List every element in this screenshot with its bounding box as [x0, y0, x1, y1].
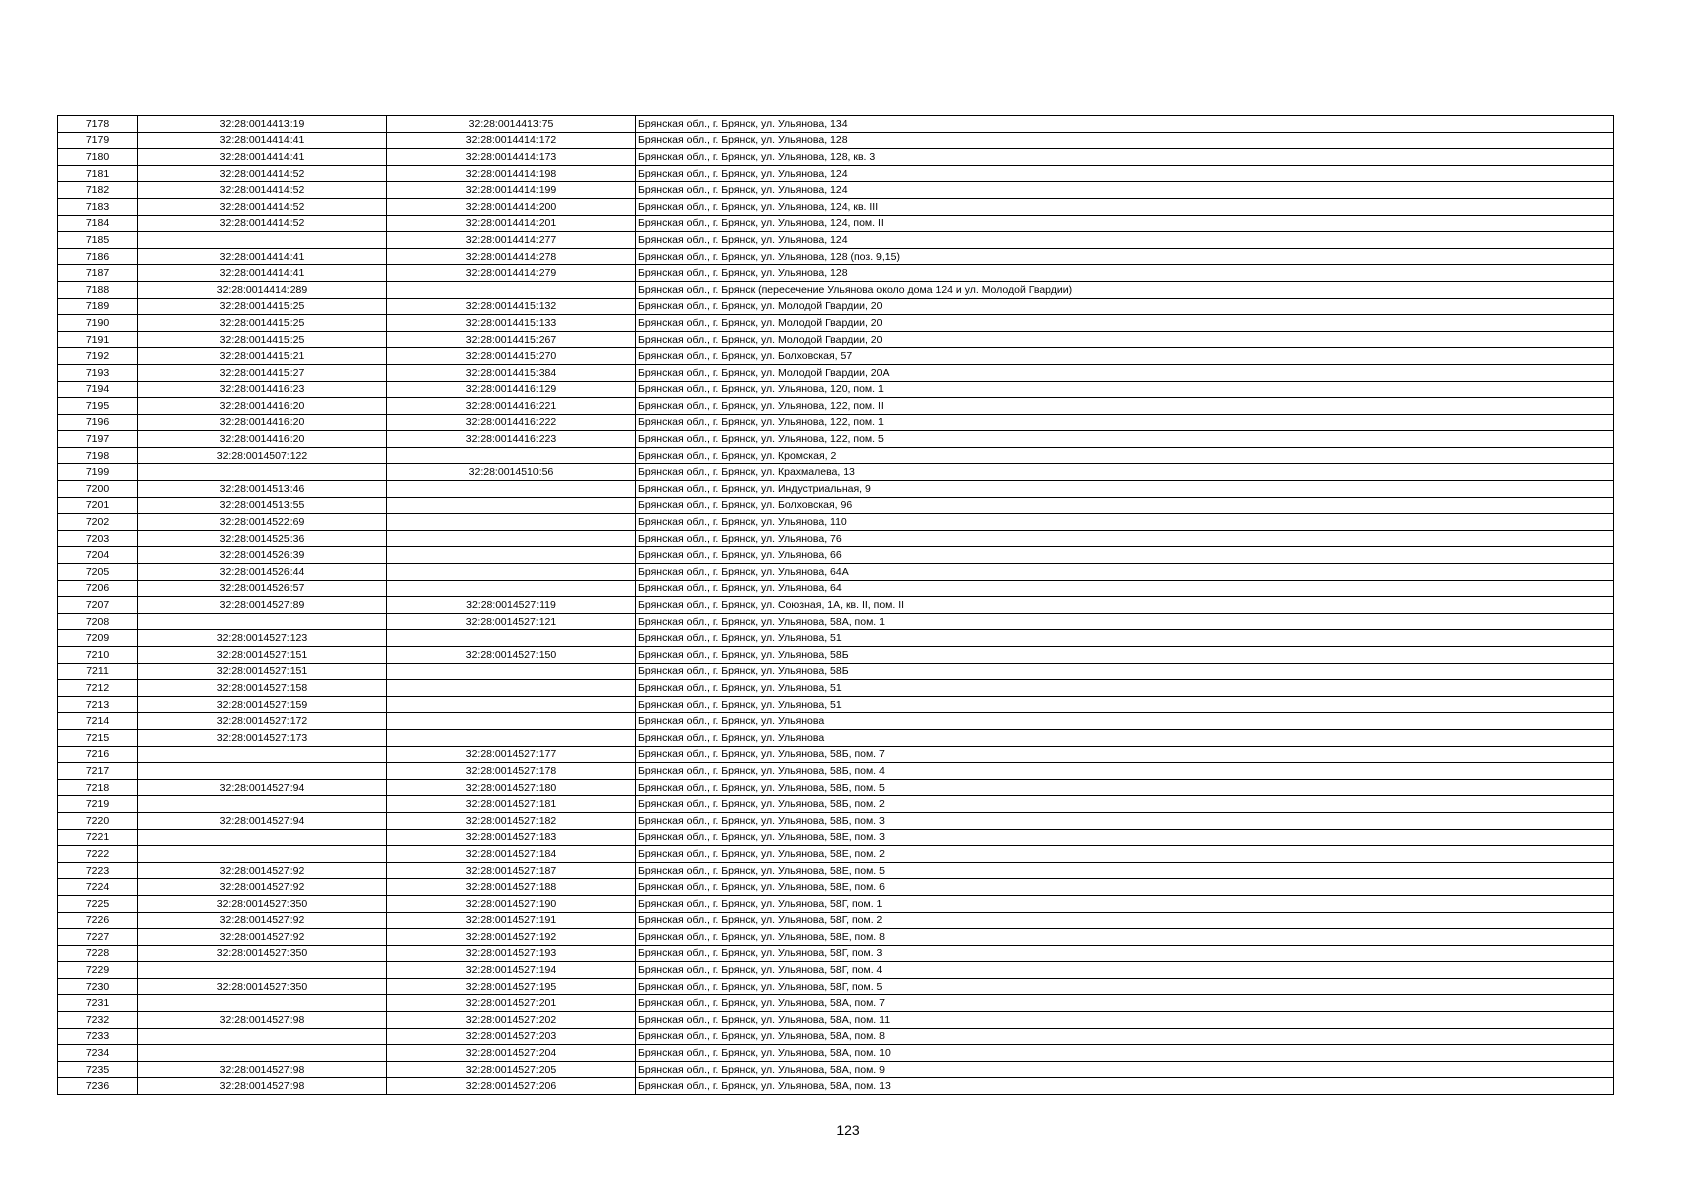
table-row	[58, 763, 1614, 780]
parcel-number-cell: 32:28:0014513:55	[138, 497, 387, 514]
row-number-cell: 7179	[58, 132, 138, 149]
address-cell: Брянская обл., г. Брянск, ул. Ульянова, 58А, пом. 13	[636, 1078, 1614, 1095]
parcel-number-cell: 32:28:0014415:21	[138, 348, 387, 365]
row-number-cell: 7183	[58, 198, 138, 215]
table-row	[58, 597, 1614, 614]
table-row	[58, 447, 1614, 464]
object-number-cell: 32:28:0014414:279	[387, 265, 636, 282]
table-row	[58, 564, 1614, 581]
parcel-number-cell: 32:28:0014527:173	[138, 729, 387, 746]
row-number-cell: 7189	[58, 298, 138, 315]
address-cell: Брянская обл., г. Брянск, ул. Ульянова, 58Е, пом. 2	[636, 846, 1614, 863]
row-number-cell: 7208	[58, 613, 138, 630]
table-row	[58, 348, 1614, 365]
row-number-cell: 7214	[58, 713, 138, 730]
row-number-cell: 7236	[58, 1078, 138, 1095]
object-number-cell	[387, 447, 636, 464]
parcel-number-cell: 32:28:0014526:57	[138, 580, 387, 597]
parcel-number-cell: 32:28:0014522:69	[138, 514, 387, 531]
address-cell: Брянская обл., г. Брянск, ул. Ульянова, 122, пом. II	[636, 398, 1614, 415]
object-number-cell: 32:28:0014527:205	[387, 1061, 636, 1078]
row-number-cell: 7217	[58, 763, 138, 780]
row-number-cell: 7216	[58, 746, 138, 763]
row-number-cell: 7213	[58, 696, 138, 713]
table-row	[58, 995, 1614, 1012]
parcel-number-cell: 32:28:0014527:89	[138, 597, 387, 614]
table-row	[58, 829, 1614, 846]
address-cell: Брянская обл., г. Брянск, ул. Ульянова, 76	[636, 530, 1614, 547]
object-number-cell: 32:28:0014414:277	[387, 232, 636, 249]
table-row	[58, 663, 1614, 680]
address-cell: Брянская обл., г. Брянск, ул. Ульянова, 66	[636, 547, 1614, 564]
address-cell: Брянская обл., г. Брянск, ул. Ульянова, 128 (поз. 9,15)	[636, 248, 1614, 265]
object-number-cell: 32:28:0014416:223	[387, 431, 636, 448]
parcel-number-cell: 32:28:0014416:20	[138, 414, 387, 431]
table-row	[58, 613, 1614, 630]
row-number-cell: 7193	[58, 364, 138, 381]
address-cell: Брянская обл., г. Брянск, ул. Ульянова, 124	[636, 232, 1614, 249]
parcel-number-cell: 32:28:0014414:289	[138, 281, 387, 298]
parcel-number-cell	[138, 846, 387, 863]
row-number-cell: 7190	[58, 315, 138, 332]
parcel-number-cell: 32:28:0014526:39	[138, 547, 387, 564]
row-number-cell: 7185	[58, 232, 138, 249]
parcel-number-cell: 32:28:0014526:44	[138, 564, 387, 581]
parcel-number-cell: 32:28:0014527:151	[138, 663, 387, 680]
parcel-number-cell	[138, 995, 387, 1012]
object-number-cell: 32:28:0014527:180	[387, 779, 636, 796]
object-number-cell: 32:28:0014527:204	[387, 1045, 636, 1062]
table-row	[58, 481, 1614, 498]
row-number-cell: 7201	[58, 497, 138, 514]
row-number-cell: 7234	[58, 1045, 138, 1062]
table-row	[58, 281, 1614, 298]
table-row	[58, 232, 1614, 249]
table-row	[58, 547, 1614, 564]
address-cell: Брянская обл., г. Брянск, ул. Ульянова, 128	[636, 265, 1614, 282]
table-row	[58, 713, 1614, 730]
table-row	[58, 846, 1614, 863]
object-number-cell: 32:28:0014510:56	[387, 464, 636, 481]
object-number-cell	[387, 530, 636, 547]
address-cell: Брянская обл., г. Брянск, ул. Ульянова, 58Г, пом. 2	[636, 912, 1614, 929]
object-number-cell: 32:28:0014527:193	[387, 945, 636, 962]
table-row	[58, 364, 1614, 381]
object-number-cell: 32:28:0014527:150	[387, 647, 636, 664]
address-cell: Брянская обл., г. Брянск, ул. Ульянова, 58А, пом. 8	[636, 1028, 1614, 1045]
address-cell: Брянская обл., г. Брянск, ул. Ульянова, 58А, пом. 10	[636, 1045, 1614, 1062]
row-number-cell: 7202	[58, 514, 138, 531]
object-number-cell: 32:28:0014415:270	[387, 348, 636, 365]
row-number-cell: 7188	[58, 281, 138, 298]
table-row	[58, 912, 1614, 929]
row-number-cell: 7205	[58, 564, 138, 581]
row-number-cell: 7206	[58, 580, 138, 597]
parcel-number-cell: 32:28:0014527:94	[138, 779, 387, 796]
row-number-cell: 7199	[58, 464, 138, 481]
table-row	[58, 630, 1614, 647]
address-cell: Брянская обл., г. Брянск, ул. Молодой Гвардии, 20	[636, 298, 1614, 315]
table-row	[58, 1028, 1614, 1045]
object-number-cell: 32:28:0014527:184	[387, 846, 636, 863]
row-number-cell: 7180	[58, 149, 138, 166]
address-cell: Брянская обл., г. Брянск, ул. Индустриальная, 9	[636, 481, 1614, 498]
object-number-cell: 32:28:0014415:132	[387, 298, 636, 315]
parcel-number-cell: 32:28:0014527:98	[138, 1061, 387, 1078]
parcel-number-cell	[138, 962, 387, 979]
object-number-cell	[387, 630, 636, 647]
object-number-cell: 32:28:0014527:181	[387, 796, 636, 813]
object-number-cell: 32:28:0014414:173	[387, 149, 636, 166]
parcel-number-cell	[138, 763, 387, 780]
address-cell: Брянская обл., г. Брянск, ул. Ульянова, 58А, пом. 9	[636, 1061, 1614, 1078]
object-number-cell: 32:28:0014527:177	[387, 746, 636, 763]
parcel-number-cell: 32:28:0014413:19	[138, 116, 387, 133]
address-cell: Брянская обл., г. Брянск, ул. Ульянова, 58А, пом. 7	[636, 995, 1614, 1012]
table-row	[58, 929, 1614, 946]
parcel-number-cell	[138, 1028, 387, 1045]
object-number-cell: 32:28:0014416:221	[387, 398, 636, 415]
parcel-number-cell	[138, 829, 387, 846]
table-row	[58, 298, 1614, 315]
parcel-number-cell	[138, 464, 387, 481]
table-row	[58, 132, 1614, 149]
table-row	[58, 530, 1614, 547]
row-number-cell: 7215	[58, 729, 138, 746]
object-number-cell: 32:28:0014414:199	[387, 182, 636, 199]
parcel-number-cell: 32:28:0014414:52	[138, 198, 387, 215]
object-number-cell: 32:28:0014414:198	[387, 165, 636, 182]
object-number-cell	[387, 713, 636, 730]
row-number-cell: 7233	[58, 1028, 138, 1045]
table-row	[58, 514, 1614, 531]
object-number-cell: 32:28:0014527:188	[387, 879, 636, 896]
row-number-cell: 7220	[58, 812, 138, 829]
row-number-cell: 7204	[58, 547, 138, 564]
address-cell: Брянская обл., г. Брянск, ул. Ульянова, 64А	[636, 564, 1614, 581]
object-number-cell: 32:28:0014527:195	[387, 978, 636, 995]
table-row	[58, 165, 1614, 182]
object-number-cell: 32:28:0014527:192	[387, 929, 636, 946]
table-row	[58, 331, 1614, 348]
row-number-cell: 7232	[58, 1012, 138, 1029]
address-cell: Брянская обл., г. Брянск, ул. Ульянова, 134	[636, 116, 1614, 133]
table-row	[58, 431, 1614, 448]
parcel-number-cell: 32:28:0014414:52	[138, 182, 387, 199]
object-number-cell: 32:28:0014527:119	[387, 597, 636, 614]
row-number-cell: 7219	[58, 796, 138, 813]
row-number-cell: 7212	[58, 680, 138, 697]
address-cell: Брянская обл., г. Брянск, ул. Ульянова, 58Б, пом. 7	[636, 746, 1614, 763]
row-number-cell: 7178	[58, 116, 138, 133]
table-row	[58, 215, 1614, 232]
object-number-cell: 32:28:0014527:182	[387, 812, 636, 829]
row-number-cell: 7222	[58, 846, 138, 863]
object-number-cell	[387, 663, 636, 680]
row-number-cell: 7224	[58, 879, 138, 896]
parcel-number-cell: 32:28:0014414:41	[138, 265, 387, 282]
object-number-cell: 32:28:0014527:206	[387, 1078, 636, 1095]
row-number-cell: 7181	[58, 165, 138, 182]
table-body	[58, 116, 1614, 1095]
table-row	[58, 580, 1614, 597]
object-number-cell	[387, 547, 636, 564]
table-row	[58, 796, 1614, 813]
table-row	[58, 647, 1614, 664]
parcel-number-cell: 32:28:0014507:122	[138, 447, 387, 464]
table-row	[58, 696, 1614, 713]
row-number-cell: 7198	[58, 447, 138, 464]
object-number-cell	[387, 696, 636, 713]
address-cell: Брянская обл., г. Брянск, ул. Ульянова, 128	[636, 132, 1614, 149]
row-number-cell: 7203	[58, 530, 138, 547]
parcel-number-cell: 32:28:0014415:25	[138, 315, 387, 332]
address-cell: Брянская обл., г. Брянск, ул. Ульянова, 58А, пом. 1	[636, 613, 1614, 630]
address-cell: Брянская обл., г. Брянск, ул. Ульянова, 58Г, пом. 5	[636, 978, 1614, 995]
object-number-cell: 32:28:0014413:75	[387, 116, 636, 133]
table-row	[58, 198, 1614, 215]
parcel-number-cell: 32:28:0014414:52	[138, 215, 387, 232]
address-cell: Брянская обл., г. Брянск, ул. Ульянова, 51	[636, 696, 1614, 713]
address-cell: Брянская обл., г. Брянск, ул. Ульянова, 58Б, пом. 2	[636, 796, 1614, 813]
object-number-cell: 32:28:0014414:201	[387, 215, 636, 232]
address-cell: Брянская обл., г. Брянск, ул. Кромская, 2	[636, 447, 1614, 464]
object-number-cell: 32:28:0014527:194	[387, 962, 636, 979]
address-cell: Брянская обл., г. Брянск, ул. Молодой Гвардии, 20	[636, 315, 1614, 332]
parcel-number-cell: 32:28:0014527:158	[138, 680, 387, 697]
row-number-cell: 7221	[58, 829, 138, 846]
object-number-cell: 32:28:0014414:172	[387, 132, 636, 149]
table-row	[58, 895, 1614, 912]
table-row	[58, 1078, 1614, 1095]
object-number-cell: 32:28:0014527:203	[387, 1028, 636, 1045]
table-row	[58, 1012, 1614, 1029]
parcel-number-cell: 32:28:0014527:92	[138, 879, 387, 896]
parcel-number-cell: 32:28:0014527:98	[138, 1078, 387, 1095]
address-cell: Брянская обл., г. Брянск, ул. Крахмалева, 13	[636, 464, 1614, 481]
parcel-number-cell: 32:28:0014416:20	[138, 398, 387, 415]
row-number-cell: 7226	[58, 912, 138, 929]
table-row	[58, 248, 1614, 265]
object-number-cell: 32:28:0014527:202	[387, 1012, 636, 1029]
object-number-cell	[387, 580, 636, 597]
object-number-cell: 32:28:0014527:201	[387, 995, 636, 1012]
parcel-number-cell: 32:28:0014513:46	[138, 481, 387, 498]
parcel-number-cell	[138, 1045, 387, 1062]
row-number-cell: 7200	[58, 481, 138, 498]
address-cell: Брянская обл., г. Брянск, ул. Ульянова	[636, 713, 1614, 730]
address-cell: Брянская обл., г. Брянск, ул. Ульянова, 58Б, пом. 5	[636, 779, 1614, 796]
table-row	[58, 149, 1614, 166]
row-number-cell: 7209	[58, 630, 138, 647]
address-cell: Брянская обл., г. Брянск, ул. Ульянова, 58Г, пом. 3	[636, 945, 1614, 962]
object-number-cell: 32:28:0014414:278	[387, 248, 636, 265]
object-number-cell	[387, 564, 636, 581]
row-number-cell: 7197	[58, 431, 138, 448]
address-cell: Брянская обл., г. Брянск, ул. Ульянова, 58Г, пом. 1	[636, 895, 1614, 912]
table-row	[58, 315, 1614, 332]
parcel-number-cell: 32:28:0014414:41	[138, 248, 387, 265]
object-number-cell	[387, 281, 636, 298]
address-cell: Брянская обл., г. Брянск, ул. Ульянова, 58Б, пом. 4	[636, 763, 1614, 780]
table-row	[58, 265, 1614, 282]
object-number-cell	[387, 680, 636, 697]
page-number: 123	[836, 1122, 860, 1138]
parcel-number-cell: 32:28:0014527:92	[138, 929, 387, 946]
address-cell: Брянская обл., г. Брянск, ул. Ульянова, 124	[636, 182, 1614, 199]
object-number-cell	[387, 729, 636, 746]
object-number-cell: 32:28:0014414:200	[387, 198, 636, 215]
address-cell: Брянская обл., г. Брянск, ул. Ульянова	[636, 729, 1614, 746]
address-cell: Брянская обл., г. Брянск, ул. Ульянова, 58Б	[636, 663, 1614, 680]
table-row	[58, 862, 1614, 879]
address-cell: Брянская обл., г. Брянск, ул. Ульянова, 122, пом. 5	[636, 431, 1614, 448]
row-number-cell: 7218	[58, 779, 138, 796]
table-row	[58, 978, 1614, 995]
object-number-cell: 32:28:0014416:222	[387, 414, 636, 431]
object-number-cell: 32:28:0014527:187	[387, 862, 636, 879]
parcel-number-cell: 32:28:0014416:23	[138, 381, 387, 398]
table-row	[58, 962, 1614, 979]
table-row	[58, 879, 1614, 896]
parcel-number-cell	[138, 796, 387, 813]
table-row	[58, 945, 1614, 962]
address-cell: Брянская обл., г. Брянск (пересечение Ульянова около дома 124 и ул. Молодой Гвардии)	[636, 281, 1614, 298]
row-number-cell: 7192	[58, 348, 138, 365]
parcel-number-cell: 32:28:0014525:36	[138, 530, 387, 547]
object-number-cell: 32:28:0014527:121	[387, 613, 636, 630]
parcel-number-cell: 32:28:0014527:350	[138, 945, 387, 962]
parcel-number-cell: 32:28:0014527:172	[138, 713, 387, 730]
parcel-number-cell: 32:28:0014527:94	[138, 812, 387, 829]
cadastral-table	[57, 115, 1614, 1095]
address-cell: Брянская обл., г. Брянск, ул. Союзная, 1А, кв. II, пом. II	[636, 597, 1614, 614]
row-number-cell: 7195	[58, 398, 138, 415]
table-row	[58, 1061, 1614, 1078]
object-number-cell: 32:28:0014415:133	[387, 315, 636, 332]
object-number-cell: 32:28:0014416:129	[387, 381, 636, 398]
address-cell: Брянская обл., г. Брянск, ул. Ульянова, 124, пом. II	[636, 215, 1614, 232]
parcel-number-cell: 32:28:0014527:350	[138, 978, 387, 995]
address-cell: Брянская обл., г. Брянск, ул. Ульянова, 128, кв. 3	[636, 149, 1614, 166]
row-number-cell: 7230	[58, 978, 138, 995]
table-row	[58, 398, 1614, 415]
table-row	[58, 414, 1614, 431]
row-number-cell: 7187	[58, 265, 138, 282]
address-cell: Брянская обл., г. Брянск, ул. Ульянова, 58Б	[636, 647, 1614, 664]
row-number-cell: 7194	[58, 381, 138, 398]
address-cell: Брянская обл., г. Брянск, ул. Ульянова, 58Г, пом. 4	[636, 962, 1614, 979]
address-cell: Брянская обл., г. Брянск, ул. Ульянова, 58Б, пом. 3	[636, 812, 1614, 829]
parcel-number-cell: 32:28:0014527:98	[138, 1012, 387, 1029]
object-number-cell: 32:28:0014527:178	[387, 763, 636, 780]
address-cell: Брянская обл., г. Брянск, ул. Ульянова, 64	[636, 580, 1614, 597]
row-number-cell: 7231	[58, 995, 138, 1012]
parcel-number-cell: 32:28:0014414:41	[138, 132, 387, 149]
parcel-number-cell	[138, 746, 387, 763]
row-number-cell: 7211	[58, 663, 138, 680]
parcel-number-cell: 32:28:0014527:350	[138, 895, 387, 912]
row-number-cell: 7229	[58, 962, 138, 979]
table-row	[58, 680, 1614, 697]
object-number-cell: 32:28:0014527:183	[387, 829, 636, 846]
address-cell: Брянская обл., г. Брянск, ул. Ульянова, 58Е, пом. 3	[636, 829, 1614, 846]
object-number-cell	[387, 481, 636, 498]
row-number-cell: 7191	[58, 331, 138, 348]
row-number-cell: 7228	[58, 945, 138, 962]
address-cell: Брянская обл., г. Брянск, ул. Ульянова, 120, пом. 1	[636, 381, 1614, 398]
parcel-number-cell: 32:28:0014527:159	[138, 696, 387, 713]
address-cell: Брянская обл., г. Брянск, ул. Ульянова, 124	[636, 165, 1614, 182]
address-cell: Брянская обл., г. Брянск, ул. Молодой Гвардии, 20	[636, 331, 1614, 348]
table-row	[58, 116, 1614, 133]
table-row	[58, 812, 1614, 829]
parcel-number-cell: 32:28:0014414:41	[138, 149, 387, 166]
table-row	[58, 497, 1614, 514]
object-number-cell	[387, 514, 636, 531]
object-number-cell: 32:28:0014527:190	[387, 895, 636, 912]
parcel-number-cell	[138, 232, 387, 249]
parcel-number-cell: 32:28:0014415:25	[138, 298, 387, 315]
address-cell: Брянская обл., г. Брянск, ул. Ульянова, 58Е, пом. 5	[636, 862, 1614, 879]
object-number-cell	[387, 497, 636, 514]
object-number-cell: 32:28:0014415:267	[387, 331, 636, 348]
address-cell: Брянская обл., г. Брянск, ул. Ульянова, 51	[636, 630, 1614, 647]
table-row	[58, 381, 1614, 398]
parcel-number-cell: 32:28:0014414:52	[138, 165, 387, 182]
table-row	[58, 1045, 1614, 1062]
row-number-cell: 7210	[58, 647, 138, 664]
address-cell: Брянская обл., г. Брянск, ул. Ульянова, 110	[636, 514, 1614, 531]
parcel-number-cell: 32:28:0014415:27	[138, 364, 387, 381]
parcel-number-cell: 32:28:0014527:92	[138, 912, 387, 929]
parcel-number-cell: 32:28:0014416:20	[138, 431, 387, 448]
address-cell: Брянская обл., г. Брянск, ул. Ульянова, 58Е, пом. 8	[636, 929, 1614, 946]
object-number-cell: 32:28:0014527:191	[387, 912, 636, 929]
object-number-cell: 32:28:0014415:384	[387, 364, 636, 381]
row-number-cell: 7186	[58, 248, 138, 265]
parcel-number-cell	[138, 613, 387, 630]
parcel-number-cell: 32:28:0014527:92	[138, 862, 387, 879]
table-row	[58, 746, 1614, 763]
table-row	[58, 729, 1614, 746]
table-row	[58, 464, 1614, 481]
parcel-number-cell: 32:28:0014527:123	[138, 630, 387, 647]
address-cell: Брянская обл., г. Брянск, ул. Болховская, 57	[636, 348, 1614, 365]
table-row	[58, 182, 1614, 199]
parcel-number-cell: 32:28:0014415:25	[138, 331, 387, 348]
row-number-cell: 7227	[58, 929, 138, 946]
address-cell: Брянская обл., г. Брянск, ул. Ульянова, 58А, пом. 11	[636, 1012, 1614, 1029]
address-cell: Брянская обл., г. Брянск, ул. Ульянова, 124, кв. III	[636, 198, 1614, 215]
row-number-cell: 7225	[58, 895, 138, 912]
row-number-cell: 7207	[58, 597, 138, 614]
address-cell: Брянская обл., г. Брянск, ул. Ульянова, 122, пом. 1	[636, 414, 1614, 431]
row-number-cell: 7184	[58, 215, 138, 232]
row-number-cell: 7235	[58, 1061, 138, 1078]
address-cell: Брянская обл., г. Брянск, ул. Болховская, 96	[636, 497, 1614, 514]
row-number-cell: 7196	[58, 414, 138, 431]
address-cell: Брянская обл., г. Брянск, ул. Молодой Гвардии, 20А	[636, 364, 1614, 381]
row-number-cell: 7223	[58, 862, 138, 879]
address-cell: Брянская обл., г. Брянск, ул. Ульянова, 51	[636, 680, 1614, 697]
address-cell: Брянская обл., г. Брянск, ул. Ульянова, 58Е, пом. 6	[636, 879, 1614, 896]
row-number-cell: 7182	[58, 182, 138, 199]
table-row	[58, 779, 1614, 796]
parcel-number-cell: 32:28:0014527:151	[138, 647, 387, 664]
